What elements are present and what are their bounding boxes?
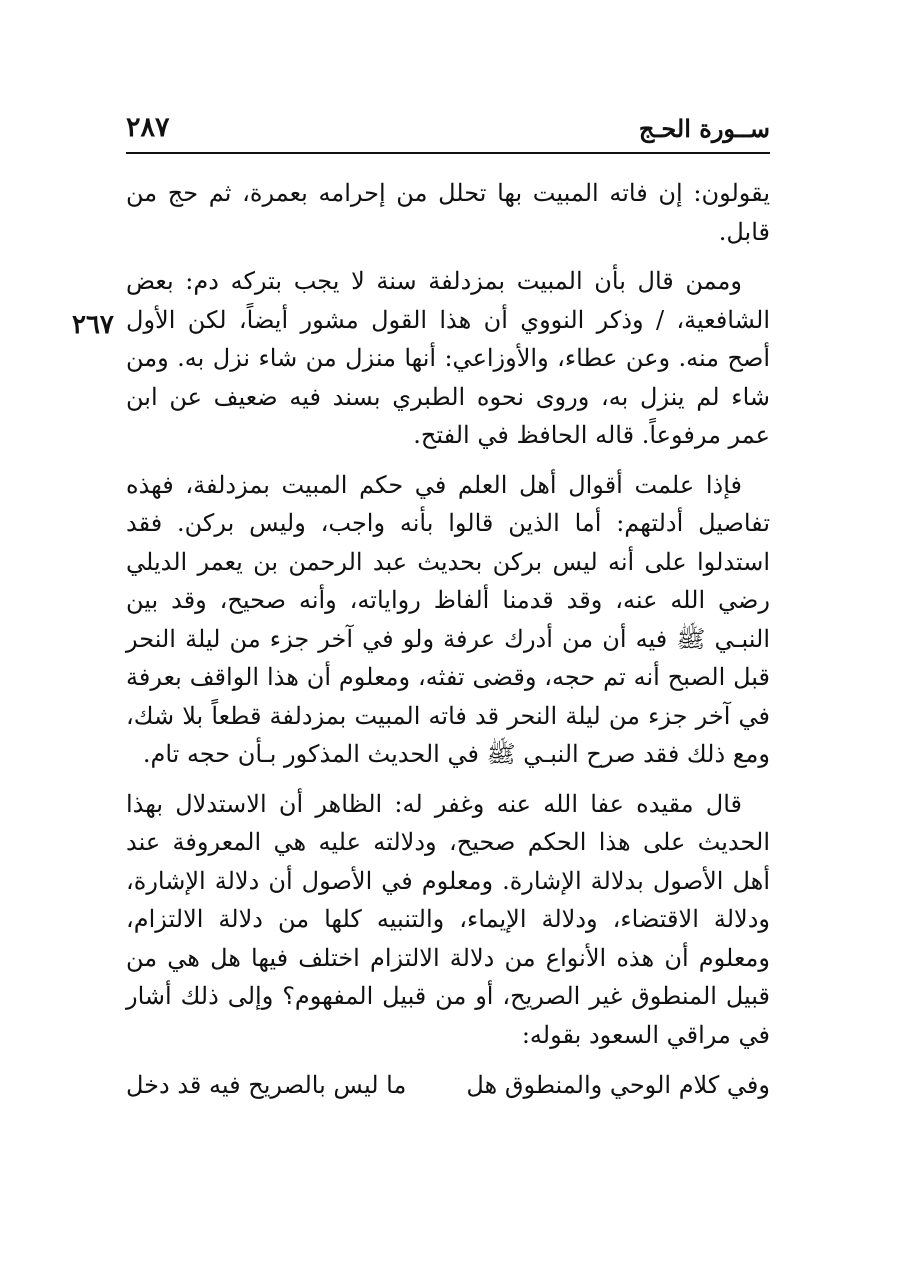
page-body [126, 154, 770, 1106]
paragraph-1: يقولون: إن فاته المبيت بها تحلل من إحرامه بعمرة، ثم حج من قابل. [126, 179, 770, 246]
paragraph-3: فإذا علمت أقوال أهل العلم في حكم المبيت بمزدلفة، فهذه تفاصيل أدلتهم: أما الذين قالوا بأنه واجب، وليس بركن. فقد استدلوا على أنه ليس بركن بحديث عبد الرحمن بن يعمر الديلي رضي الله عنه، وقد قدمنا ألفاظ رواياته، وأنه صحيح، وقد بين النبـي ﷺ فيه أن من أدرك عرفة ولو في آخر جزء من ليلة النحر قبل الصبح أنه تم حجه، وقضى تفثه، ومعلوم أن هذا الواقف بعرفة في آخر جزء من ليلة النحر قد فاته المبيت بمزدلفة قطعاً بلا شك، ومع ذلك فقد صرح النبـي ﷺ في الحديث المذكور بـأن حجه تام. [126, 470, 771, 768]
margin-original-page-number: ٢٦٧ [72, 310, 114, 340]
surah-title: ســورة الحـج [638, 114, 770, 143]
running-header [126, 108, 770, 154]
book-page [126, 108, 770, 1106]
verse-second-hemistich: ما ليس بالصريح فيه قد دخل [126, 1071, 407, 1099]
page-number: ٢٨٧ [126, 112, 170, 143]
paragraph-4: قال مقيده عفا الله عنه وغفر له: الظاهر أن الاستدلال بهذا الحديث على هذا الحكم صحيح، ودلالته عليه هي المعروفة عند أهل الأصول بدلالة الإشارة. ومعلوم في الأصول أن دلالة الإشارة، ودلالة الاقتضاء، ودلالة الإيماء، والتنبيه كلها من دلالة الالتزام، ومعلوم أن هذه الأنواع من دلالة الالتزام اختلف فيها هل هي من قبيل المنطوق غير الصريح، أو من قبيل المفهوم؟ وإلى ذلك أشار في مراقي السعود بقوله: [126, 789, 770, 1049]
paragraph-2: وممن قال بأن المبيت بمزدلفة سنة لا يجب بتركه دم: بعض الشافعية، / وذكر النووي أن هذا القول مشور أيضاً، لكن الأول أصح منه. وعن عطاء، والأوزاعي: أنها منزل من شاء نزل به. ومن شاء لم ينزل به، وروى نحوه الطبري بسند فيه ضعيف عن ابن عمر مرفوعاً. قاله الحافظ في الفتح. [126, 267, 771, 449]
poetry-verse [126, 1066, 770, 1106]
verse-first-hemistich: وفي كلام الوحي والمنطوق هل [466, 1071, 770, 1099]
